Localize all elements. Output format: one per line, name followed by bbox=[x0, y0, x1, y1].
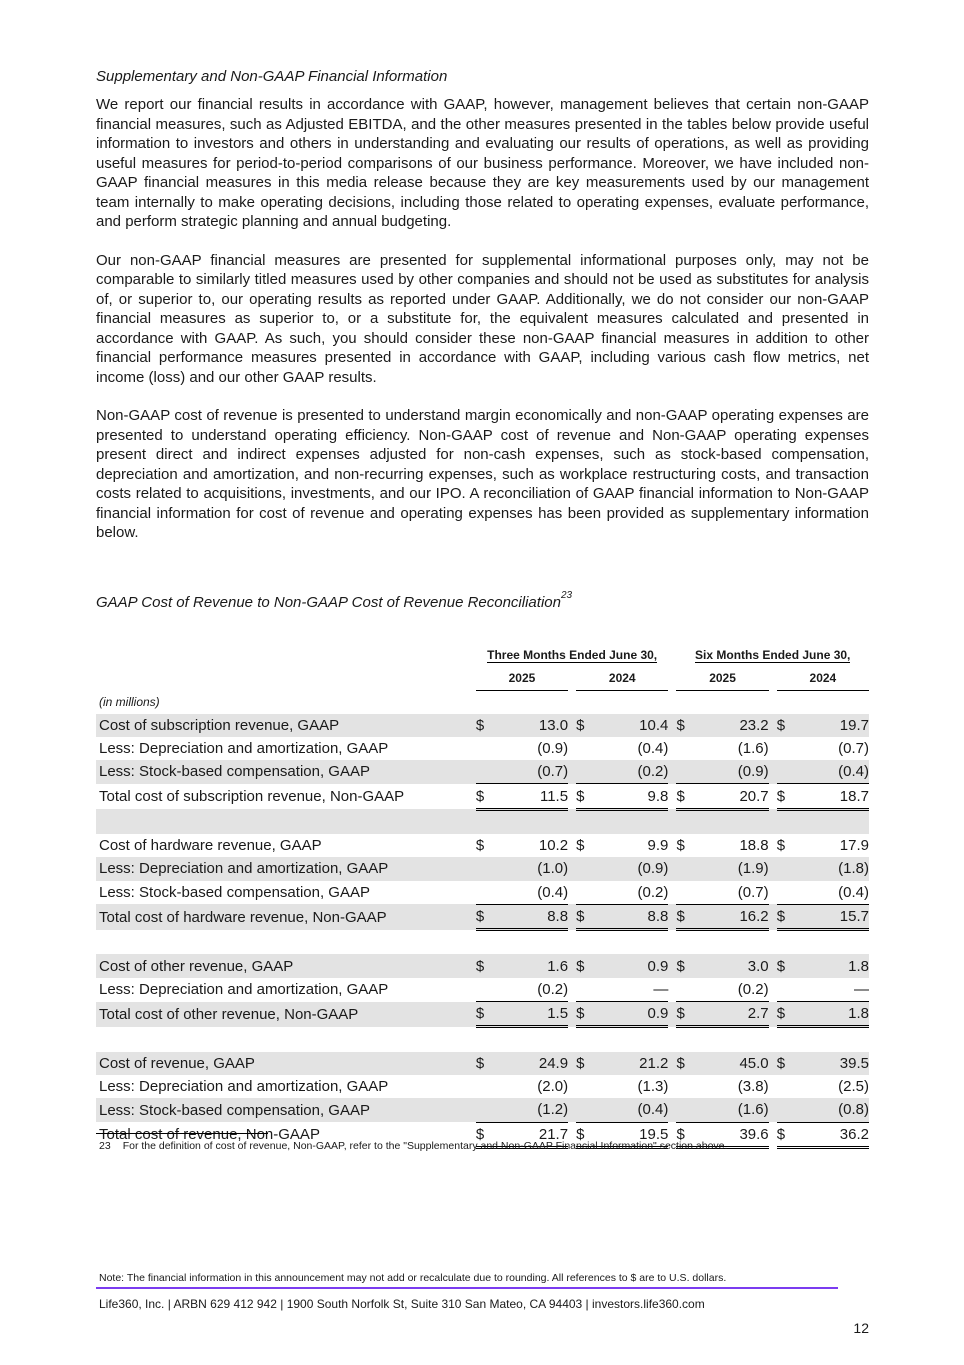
section-title: Supplementary and Non-GAAP Financial Information bbox=[96, 68, 448, 85]
currency-symbol: $ bbox=[476, 954, 488, 977]
table-row bbox=[96, 834, 869, 857]
value-cell: (3.8) bbox=[737, 1078, 769, 1096]
row-label: Total cost of hardware revenue, Non-GAAP bbox=[96, 904, 468, 929]
value-cell: 19.5 bbox=[588, 1122, 668, 1147]
currency-symbol bbox=[676, 857, 688, 880]
value-cell: 9.9 bbox=[647, 837, 669, 855]
spacer-cell bbox=[96, 930, 869, 955]
value-cell: (0.7) bbox=[689, 881, 769, 905]
page-number: 12 bbox=[853, 1320, 869, 1336]
row-label: Less: Stock-based compensation, GAAP bbox=[96, 760, 468, 784]
group-header-row bbox=[96, 644, 869, 667]
row-label: Less: Stock-based compensation, GAAP bbox=[99, 883, 370, 901]
group-header-six-months: Six Months Ended June 30, bbox=[695, 648, 851, 662]
currency-symbol bbox=[676, 881, 688, 905]
currency-symbol bbox=[476, 737, 488, 760]
currency-symbol: $ bbox=[576, 714, 588, 737]
table-row bbox=[96, 1002, 869, 1027]
spacer-row bbox=[96, 1027, 869, 1052]
rounding-note: Note: The financial information in this announcement may not add or recalculate due to rounding. All references to $ are to U.S. dollars. bbox=[99, 1272, 727, 1284]
table-row bbox=[96, 1098, 869, 1122]
value-cell: (1.9) bbox=[689, 857, 769, 880]
footnote-rule bbox=[96, 1133, 268, 1134]
value-cell: 24.9 bbox=[488, 1052, 568, 1075]
currency-symbol: $ bbox=[776, 837, 786, 855]
spacer-cell bbox=[96, 809, 869, 834]
currency-symbol bbox=[476, 881, 488, 905]
currency-symbol: $ bbox=[576, 1052, 588, 1075]
currency-symbol: $ bbox=[476, 904, 488, 929]
value-cell: 16.2 bbox=[689, 904, 769, 929]
value-cell: 19.7 bbox=[789, 714, 869, 737]
paragraph-3: Non-GAAP cost of revenue is presented to understand margin economically and non-GAAP operating expenses are presented to understand operating efficiency. Non-GAAP cost of revenue and Non-GAAP operating expenses present direct and indirect expenses adjusted for non-cash expenses, such as stock-based compensation, depreciation and amortization, and non-recurring expenses, such as workplace restructuring costs, and transaction costs related to acquisitions, investments, and our IPO. A reconciliation of GAAP financial information to Non-GAAP financial information for cost of revenue and operating expenses has been provided as supplementary information below. bbox=[96, 407, 869, 541]
year-header: 2025 bbox=[676, 667, 768, 691]
table-row bbox=[96, 978, 869, 1002]
value-cell: 11.5 bbox=[488, 784, 568, 809]
value-cell: 39.5 bbox=[789, 1052, 869, 1075]
value-cell: 39.6 bbox=[689, 1122, 769, 1147]
value-cell: (0.9) bbox=[537, 739, 569, 757]
value-cell: 8.8 bbox=[588, 904, 668, 929]
value-cell: (0.2) bbox=[488, 978, 568, 1002]
currency-symbol: $ bbox=[676, 1002, 688, 1027]
currency-symbol: $ bbox=[576, 837, 585, 855]
value-cell: (0.4) bbox=[588, 1098, 668, 1122]
year-header: 2024 bbox=[576, 667, 668, 691]
value-cell: (0.7) bbox=[488, 760, 568, 784]
value-cell: 21.2 bbox=[588, 1052, 668, 1075]
currency-symbol: $ bbox=[476, 1002, 488, 1027]
currency-symbol: $ bbox=[676, 904, 688, 929]
value-cell: (0.9) bbox=[588, 857, 668, 880]
year-header: 2024 bbox=[777, 667, 869, 691]
value-cell: (0.2) bbox=[588, 760, 668, 784]
currency-symbol bbox=[576, 881, 588, 905]
currency-symbol: $ bbox=[777, 1122, 789, 1147]
table-row bbox=[96, 714, 869, 737]
value-cell: 1.8 bbox=[789, 954, 869, 977]
currency-symbol: $ bbox=[576, 1002, 588, 1027]
table-row bbox=[96, 784, 869, 809]
row-label: Total cost of subscription revenue, Non-GAAP bbox=[99, 788, 405, 806]
value-cell: 1.8 bbox=[789, 1002, 869, 1027]
value-cell: (1.6) bbox=[737, 739, 769, 757]
year-header-row bbox=[96, 667, 869, 691]
currency-symbol: $ bbox=[777, 714, 789, 737]
value-cell: 0.9 bbox=[588, 1002, 668, 1027]
currency-symbol bbox=[777, 760, 789, 784]
value-cell: 18.7 bbox=[789, 784, 869, 809]
value-cell: (2.0) bbox=[537, 1078, 569, 1096]
footer-divider bbox=[96, 1287, 838, 1289]
currency-symbol: $ bbox=[576, 954, 588, 977]
currency-symbol bbox=[576, 978, 588, 1002]
currency-symbol: $ bbox=[476, 1052, 488, 1075]
units-row bbox=[96, 691, 869, 714]
row-label: Less: Depreciation and amortization, GAAP bbox=[99, 1078, 389, 1096]
value-cell: 8.8 bbox=[488, 904, 568, 929]
spacer-row bbox=[96, 930, 869, 955]
currency-symbol: $ bbox=[576, 904, 588, 929]
value-cell: 13.0 bbox=[488, 714, 568, 737]
value-cell: 0.9 bbox=[588, 954, 668, 977]
currency-symbol bbox=[676, 978, 688, 1002]
currency-symbol bbox=[576, 1075, 588, 1098]
value-cell: (0.8) bbox=[789, 1098, 869, 1122]
value-cell: 17.9 bbox=[839, 837, 869, 855]
value-cell: (0.4) bbox=[789, 760, 869, 784]
currency-symbol bbox=[676, 1098, 688, 1122]
value-cell: 2.7 bbox=[689, 1002, 769, 1027]
table-row bbox=[96, 1075, 869, 1098]
currency-symbol bbox=[777, 881, 789, 905]
currency-symbol: $ bbox=[777, 784, 789, 809]
currency-symbol: $ bbox=[676, 784, 688, 809]
table-row bbox=[96, 904, 869, 929]
footnote-text: For the definition of cost of revenue, Non-GAAP, refer to the "Supplementary and Non-GAAP Financial Information" section above. bbox=[122, 1140, 728, 1152]
currency-symbol bbox=[676, 737, 688, 760]
currency-symbol: $ bbox=[777, 954, 789, 977]
value-cell: (0.4) bbox=[488, 881, 568, 905]
value-cell: (0.7) bbox=[838, 739, 869, 757]
value-cell: (1.8) bbox=[789, 857, 869, 880]
currency-symbol bbox=[777, 737, 789, 760]
row-label: Cost of revenue, GAAP bbox=[96, 1052, 468, 1075]
value-cell: (1.6) bbox=[689, 1098, 769, 1122]
value-cell: 36.2 bbox=[789, 1122, 869, 1147]
row-label: Less: Depreciation and amortization, GAAP bbox=[99, 981, 389, 999]
currency-symbol bbox=[576, 857, 588, 880]
currency-symbol bbox=[676, 1075, 688, 1098]
footnote-ref: 23 bbox=[560, 590, 573, 601]
currency-symbol: $ bbox=[777, 1002, 789, 1027]
value-cell: (1.0) bbox=[488, 857, 568, 880]
row-label: Total cost of other revenue, Non-GAAP bbox=[96, 1002, 468, 1027]
currency-symbol: $ bbox=[475, 837, 485, 855]
table-row bbox=[96, 737, 869, 760]
value-cell: 18.8 bbox=[739, 837, 769, 855]
value-cell: 3.0 bbox=[689, 954, 769, 977]
currency-symbol: $ bbox=[576, 784, 588, 809]
row-label: Less: Stock-based compensation, GAAP bbox=[96, 1098, 468, 1122]
value-cell: 15.7 bbox=[789, 904, 869, 929]
row-label: Less: Depreciation and amortization, GAAP bbox=[99, 739, 389, 757]
row-label: Less: Depreciation and amortization, GAAP bbox=[96, 857, 468, 880]
group-header-three-months: Three Months Ended June 30, bbox=[487, 648, 658, 662]
table-row bbox=[96, 760, 869, 784]
currency-symbol: $ bbox=[576, 1122, 588, 1147]
paragraph-2: Our non-GAAP financial measures are presented for supplemental informational purposes only, may not be comparable to similarly titled measures used by other companies and should not be used as substitutes for analysis of, or superior to, our operating results as reported under GAAP. Additionally, we do not consider our non-GAAP financial measures as superior to, or a substitute for, the equivalent measures calculated and presented in accordance with GAAP. As such, you should consider these non-GAAP financial measures in addition to other financial performance measures presented in accordance with GAAP, including various cash flow metrics, net income (loss) and our other GAAP results. bbox=[96, 251, 869, 386]
value-cell: (1.2) bbox=[488, 1098, 568, 1122]
reconciliation-table bbox=[96, 644, 869, 1149]
row-label: Cost of subscription revenue, GAAP bbox=[96, 714, 468, 737]
document-body bbox=[96, 66, 869, 562]
value-cell: 1.5 bbox=[488, 1002, 568, 1027]
value-cell: (0.2) bbox=[689, 978, 769, 1002]
footer-address: Life360, Inc. | ARBN 629 412 942 | 1900 South Norfolk St, Suite 310 San Mateo, CA 94403 | investors.life360.com bbox=[99, 1297, 705, 1311]
currency-symbol bbox=[476, 760, 488, 784]
currency-symbol: $ bbox=[676, 837, 685, 855]
value-cell: (2.5) bbox=[838, 1078, 869, 1096]
table-title bbox=[96, 590, 573, 611]
table-row bbox=[96, 857, 869, 880]
currency-symbol: $ bbox=[777, 1052, 789, 1075]
currency-symbol bbox=[777, 1075, 789, 1098]
currency-symbol bbox=[777, 978, 789, 1002]
table-row bbox=[96, 881, 869, 905]
currency-symbol bbox=[777, 1098, 789, 1122]
currency-symbol: $ bbox=[476, 714, 488, 737]
footnote-number: 23 bbox=[99, 1140, 111, 1152]
currency-symbol: $ bbox=[777, 904, 789, 929]
value-cell: 20.7 bbox=[689, 784, 769, 809]
spacer-row bbox=[96, 809, 869, 834]
table-row bbox=[96, 954, 869, 977]
value-cell: (0.9) bbox=[689, 760, 769, 784]
value-cell: 9.8 bbox=[588, 784, 668, 809]
value-cell: 21.7 bbox=[488, 1122, 568, 1147]
value-cell: 23.2 bbox=[689, 714, 769, 737]
currency-symbol bbox=[476, 978, 488, 1002]
row-label: Cost of other revenue, GAAP bbox=[96, 954, 468, 977]
currency-symbol: $ bbox=[476, 784, 488, 809]
currency-symbol bbox=[676, 760, 688, 784]
currency-symbol bbox=[576, 737, 588, 760]
row-label: Cost of hardware revenue, GAAP bbox=[99, 837, 322, 855]
table-title-text: GAAP Cost of Revenue to Non-GAAP Cost of Revenue Reconciliation bbox=[96, 594, 561, 611]
year-header: 2025 bbox=[476, 667, 568, 691]
footnote bbox=[99, 1140, 727, 1152]
currency-symbol bbox=[576, 760, 588, 784]
currency-symbol: $ bbox=[676, 1052, 688, 1075]
paragraph-1: We report our financial results in accordance with GAAP, however, management believes that certain non-GAAP financial measures, such as Adjusted EBITDA, and the other measures presented in the tables below provide useful information to investors and others in understanding and evaluating our results of operations, as well as providing useful measures for period-to-period comparisons of our business performance. Moreover, we have included non-GAAP financial measures in this media release because they are key measurements used by our management team internally to make operating decisions, including those related to operating expenses, evaluate performance, and perform strategic planning and annual budgeting. bbox=[96, 96, 869, 230]
value-cell: (1.3) bbox=[637, 1078, 669, 1096]
currency-symbol: $ bbox=[476, 1122, 488, 1147]
value-cell: (0.4) bbox=[789, 881, 869, 905]
currency-symbol: $ bbox=[676, 954, 688, 977]
value-cell: 45.0 bbox=[689, 1052, 769, 1075]
currency-symbol: $ bbox=[676, 1122, 688, 1147]
value-cell: — bbox=[588, 978, 668, 1002]
spacer-cell bbox=[96, 1027, 869, 1052]
currency-symbol bbox=[777, 857, 789, 880]
currency-symbol bbox=[576, 1098, 588, 1122]
currency-symbol: $ bbox=[676, 714, 688, 737]
value-cell: 10.2 bbox=[538, 837, 569, 855]
units-label: (in millions) bbox=[99, 694, 160, 709]
currency-symbol bbox=[476, 857, 488, 880]
table-row bbox=[96, 1052, 869, 1075]
value-cell: (0.2) bbox=[588, 881, 668, 905]
value-cell: — bbox=[789, 978, 869, 1002]
value-cell: (0.4) bbox=[637, 739, 669, 757]
currency-symbol bbox=[476, 1075, 488, 1098]
value-cell: 10.4 bbox=[588, 714, 668, 737]
value-cell: 1.6 bbox=[488, 954, 568, 977]
row-label: Total cost of revenue, Non-GAAP bbox=[99, 1126, 320, 1144]
currency-symbol bbox=[476, 1098, 488, 1122]
